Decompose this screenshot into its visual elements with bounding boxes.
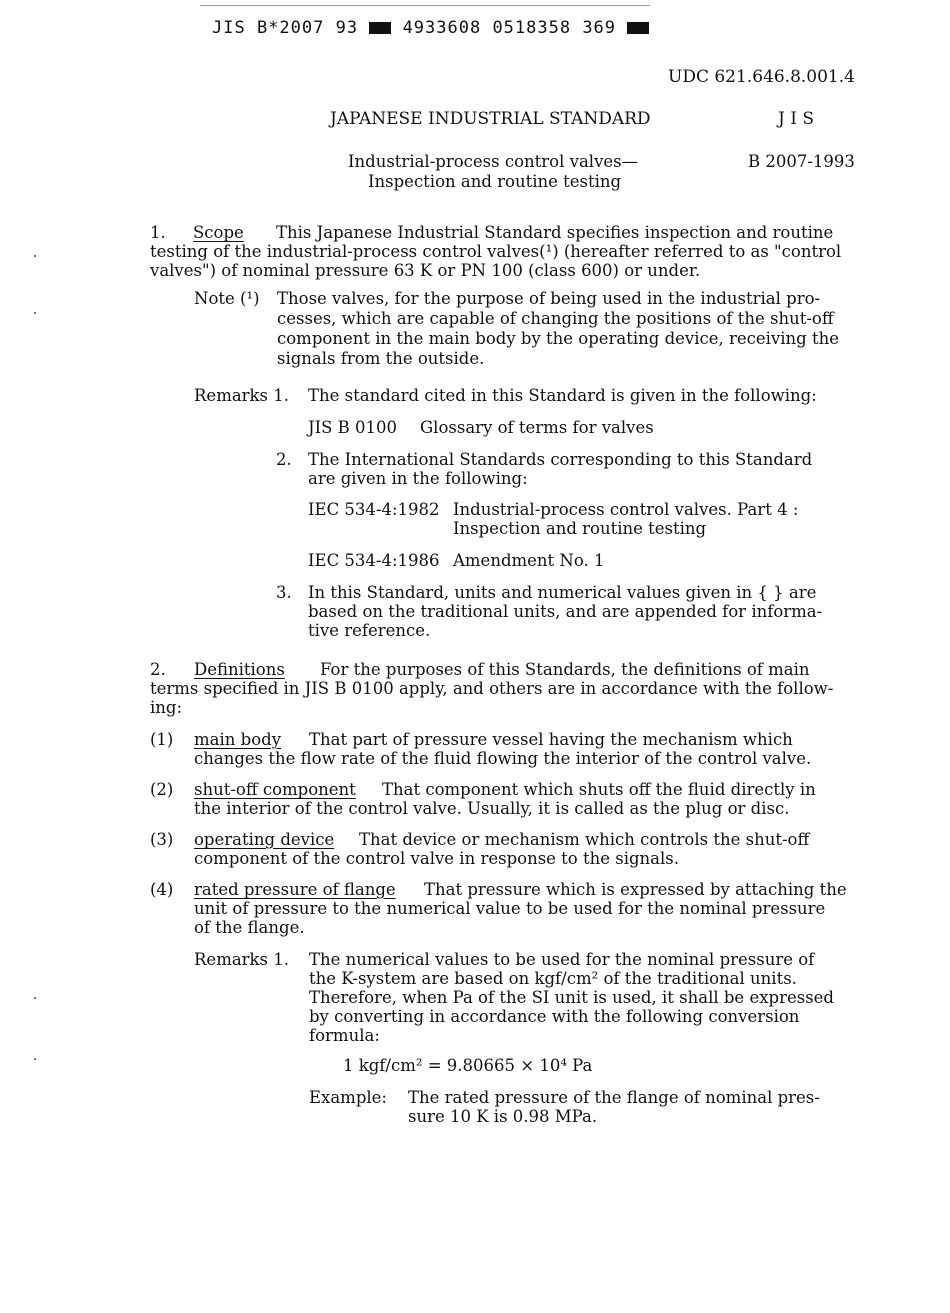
note-text — [277, 289, 839, 369]
remark-line: Therefore, when Pa of the SI unit is used, it shall be expressed — [309, 988, 834, 1007]
definition-text: That pressure which is expressed by attaching the — [424, 880, 847, 899]
note-line: Those valves, for the purpose of being used in the industrial pro- — [277, 289, 821, 308]
remark-3-text — [308, 583, 822, 640]
iec-1-title — [453, 500, 798, 538]
remark-line: by converting in accordance with the following conversion — [309, 1007, 800, 1026]
definition-number: (4) — [150, 880, 174, 899]
definition-text: component of the control valve in response to the signals. — [194, 849, 680, 868]
remark-line: the K-system are based on kgf/cm² of the traditional units. — [309, 969, 797, 988]
remark-2-number: 2. — [276, 450, 292, 469]
example-text — [408, 1088, 820, 1126]
scope-number: 1. — [150, 223, 166, 242]
remark-line: formula: — [309, 1026, 380, 1045]
definition-text: of the flange. — [194, 918, 305, 937]
definition-number: (2) — [150, 780, 174, 799]
scope-heading: Scope — [193, 223, 244, 242]
conversion-formula: 1 kgf/cm² = 9.80665 × 10⁴ Pa — [343, 1056, 593, 1075]
stamp-block-icon — [627, 22, 649, 34]
scan-speck — [34, 255, 36, 257]
iec-1-code: IEC 534-4:1982 — [308, 500, 440, 519]
definition-term: operating device — [194, 830, 335, 849]
remark-2-text — [308, 450, 812, 488]
stamp-code: JIS B*2007 93 — [212, 18, 359, 38]
cited-code: JIS B 0100 — [308, 418, 398, 437]
remark-2-line: are given in the following: — [308, 469, 528, 488]
udc-number: UDC 621.646.8.001.4 — [668, 67, 855, 87]
scan-speck — [34, 1058, 36, 1060]
definition-text: That part of pressure vessel having the mechanism which — [309, 730, 793, 749]
definition-text: unit of pressure to the numerical value to be used for the nominal pressure — [194, 899, 826, 918]
definitions-heading: Definitions — [194, 660, 285, 679]
scan-top-line — [200, 5, 650, 6]
scope-line: valves") of nominal pressure 63 K or PN 100 (class 600) or under. — [150, 261, 701, 280]
title-line-1: Industrial-process control valves— — [348, 152, 639, 171]
definitions-intro-line: terms specified in JIS B 0100 apply, and others are in accordance with the follow- — [150, 679, 834, 698]
stamp-number: 4933608 0518358 369 — [402, 18, 617, 38]
iec-1-line: Industrial-process control valves. Part 4 : — [453, 500, 799, 519]
definition-term: rated pressure of flange — [194, 880, 396, 899]
definition-text: That component which shuts off the fluid directly in — [382, 780, 816, 799]
note-label: Note (¹) — [194, 289, 260, 308]
example-line: sure 10 K is 0.98 MPa. — [408, 1107, 598, 1126]
scope-line: testing of the industrial-process control valves(¹) (hereafter referred to as "control — [150, 242, 842, 261]
definition-term: main body — [194, 730, 282, 749]
definitions-intro-line: For the purposes of this Standards, the definitions of main — [320, 660, 810, 679]
definition-text: changes the flow rate of the fluid flowing the interior of the control valve. — [194, 749, 812, 768]
definition-text: the interior of the control valve. Usually, it is called as the plug or disc. — [194, 799, 790, 818]
remark-3-line: In this Standard, units and numerical values given in { } are — [308, 583, 817, 602]
definitions-remark-1 — [309, 950, 834, 1045]
jis-mark: J I S — [778, 109, 814, 129]
note-line: component in the main body by the operating device, receiving the — [277, 329, 840, 348]
note-line: signals from the outside. — [277, 349, 485, 368]
definitions-number: 2. — [150, 660, 166, 679]
iec-2-code: IEC 534-4:1986 — [308, 551, 440, 570]
remark-3-number: 3. — [276, 583, 292, 602]
remark-3-line: tive reference. — [308, 621, 431, 640]
iec-2-title: Amendment No. 1 — [453, 551, 605, 570]
definitions-remarks-label: Remarks 1. — [194, 950, 290, 969]
example-line: The rated pressure of the flange of nominal pres- — [408, 1088, 820, 1107]
cited-title: Glossary of terms for valves — [420, 418, 654, 437]
remarks-label: Remarks 1. — [194, 386, 290, 405]
note-line: cesses, which are capable of changing the positions of the shut-off — [277, 309, 834, 328]
scope-line: This Japanese Industrial Standard specifies inspection and routine — [276, 223, 834, 242]
scan-speck — [34, 997, 36, 999]
definition-text: That device or mechanism which controls the shut-off — [359, 830, 810, 849]
header-stamp — [212, 18, 649, 38]
remark-2-line: The International Standards corresponding to this Standard — [308, 450, 813, 469]
remark-1: The standard cited in this Standard is given in the following: — [308, 386, 817, 405]
example-label: Example: — [309, 1088, 387, 1107]
title-line-2: Inspection and routine testing — [368, 172, 622, 191]
definition-term: shut-off component — [194, 780, 356, 799]
definition-number: (1) — [150, 730, 174, 749]
scan-speck — [34, 312, 36, 314]
standard-type: JAPANESE INDUSTRIAL STANDARD — [330, 109, 651, 129]
standard-number: B 2007-1993 — [748, 152, 855, 171]
remark-3-line: based on the traditional units, and are appended for informa- — [308, 602, 823, 621]
iec-1-line: Inspection and routine testing — [453, 519, 707, 538]
remark-line: The numerical values to be used for the nominal pressure of — [309, 950, 815, 969]
definitions-intro-line: ing: — [150, 698, 183, 717]
stamp-block-icon — [369, 22, 391, 34]
definition-number: (3) — [150, 830, 174, 849]
